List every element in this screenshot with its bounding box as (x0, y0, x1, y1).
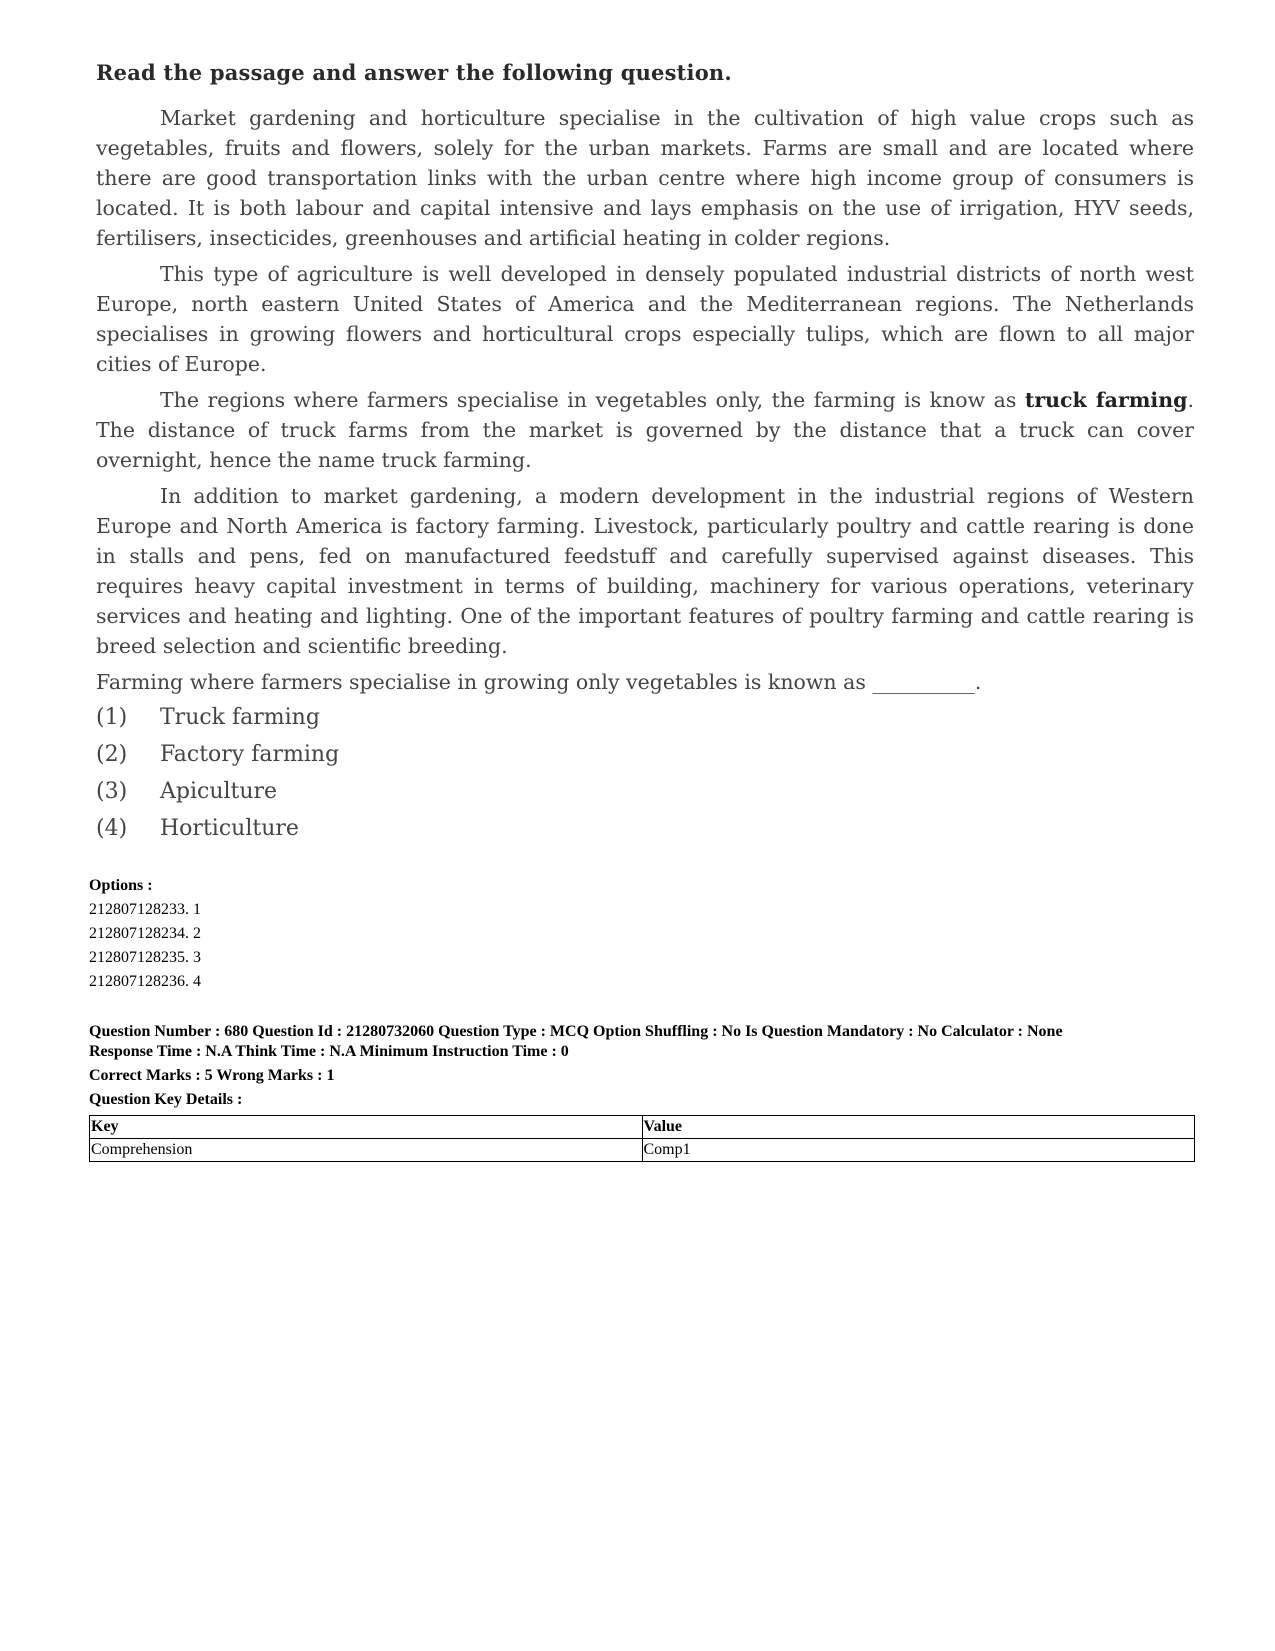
question-info-line-2: Response Time : N.A Think Time : N.A Minimum Instruction Time : 0 (89, 1043, 569, 1060)
table-header-value: Value (642, 1116, 1195, 1139)
passage-paragraph-2: This type of agriculture is well developed in densely populated industrial districts of north west Europe, north eastern United States of America and the Mediterranean regions. The Netherlands specialises in growing flowers and horticultural crops especially tulips, which are flown to all major cities of Europe. (96, 262, 1194, 376)
question-text: Farming where farmers specialise in growing only vegetables is known as __________. (96, 670, 982, 694)
key-details-table (89, 1115, 1195, 1162)
choice-label: Truck farming (160, 705, 320, 730)
paragraph-3-text-after: . The distance of truck farms from the market is governed by the distance that a truck can cover overnight, hence the name truck farming. (96, 388, 1194, 472)
choice-item (96, 736, 1194, 773)
choice-label: Apiculture (160, 779, 278, 804)
choice-item (96, 810, 1194, 847)
table-row (90, 1139, 1195, 1162)
table-cell-value: Comp1 (642, 1139, 1195, 1162)
passage-image (96, 60, 1194, 847)
key-details-title: Question Key Details : (89, 1091, 243, 1108)
passage-heading: Read the passage and answer the following question. (96, 60, 732, 85)
option-id-line: 212807128235. 3 (89, 949, 201, 966)
option-id-line: 212807128233. 1 (89, 901, 201, 918)
option-id-line: 212807128236. 4 (89, 973, 201, 990)
table-header-key: Key (90, 1116, 643, 1139)
paragraph-3-text-before: The regions where farmers specialise in vegetables only, the farming is know as (160, 388, 1025, 412)
choice-label: Horticulture (160, 816, 299, 841)
choice-list (96, 699, 1194, 847)
choice-item (96, 699, 1194, 736)
table-cell-key: Comprehension (90, 1139, 643, 1162)
passage-paragraph-4: In addition to market gardening, a modern development in the industrial regions of Western Europe and North America is factory farming. Livestock, particularly poultry and cattle rearing is done in stalls and pens, fed on manufactured feedstuff and carefully supervised against diseases. This requires heavy capital investment in terms of building, machinery for various operations, veterinary services and heating and lighting. One of the important features of poultry farming and cattle rearing is breed selection and scientific breeding. (96, 484, 1194, 658)
choice-number: (2) (96, 742, 128, 767)
choice-item (96, 773, 1194, 810)
passage-paragraph-1: Market gardening and horticulture specialise in the cultivation of high value crops such as vegetables, fruits and flowers, solely for the urban markets. Farms are small and are located where there are good transportation links with the urban centre where high income group of consumers is located. It is both labour and capital intensive and lays emphasis on the use of irrigation, HYV seeds, fertilisers, insecticides, greenhouses and artificial heating in colder regions. (96, 106, 1194, 250)
passage-paragraph-3 (96, 385, 1194, 475)
choice-number: (4) (96, 816, 128, 841)
option-id-line: 212807128234. 2 (89, 925, 201, 942)
question-metadata (89, 874, 1199, 1162)
bold-term: truck farming (1024, 388, 1188, 412)
question-info-line-1: Question Number : 680 Question Id : 21280732060 Question Type : MCQ Option Shuffling : No Is Question Mandatory : No Calculator : None (89, 1023, 1063, 1040)
spacer (89, 994, 1199, 1022)
choice-number: (1) (96, 705, 128, 730)
options-title: Options : (89, 877, 153, 894)
table-header-row (90, 1116, 1195, 1139)
choice-number: (3) (96, 779, 128, 804)
marks-line: Correct Marks : 5 Wrong Marks : 1 (89, 1067, 335, 1084)
choice-label: Factory farming (160, 742, 340, 767)
